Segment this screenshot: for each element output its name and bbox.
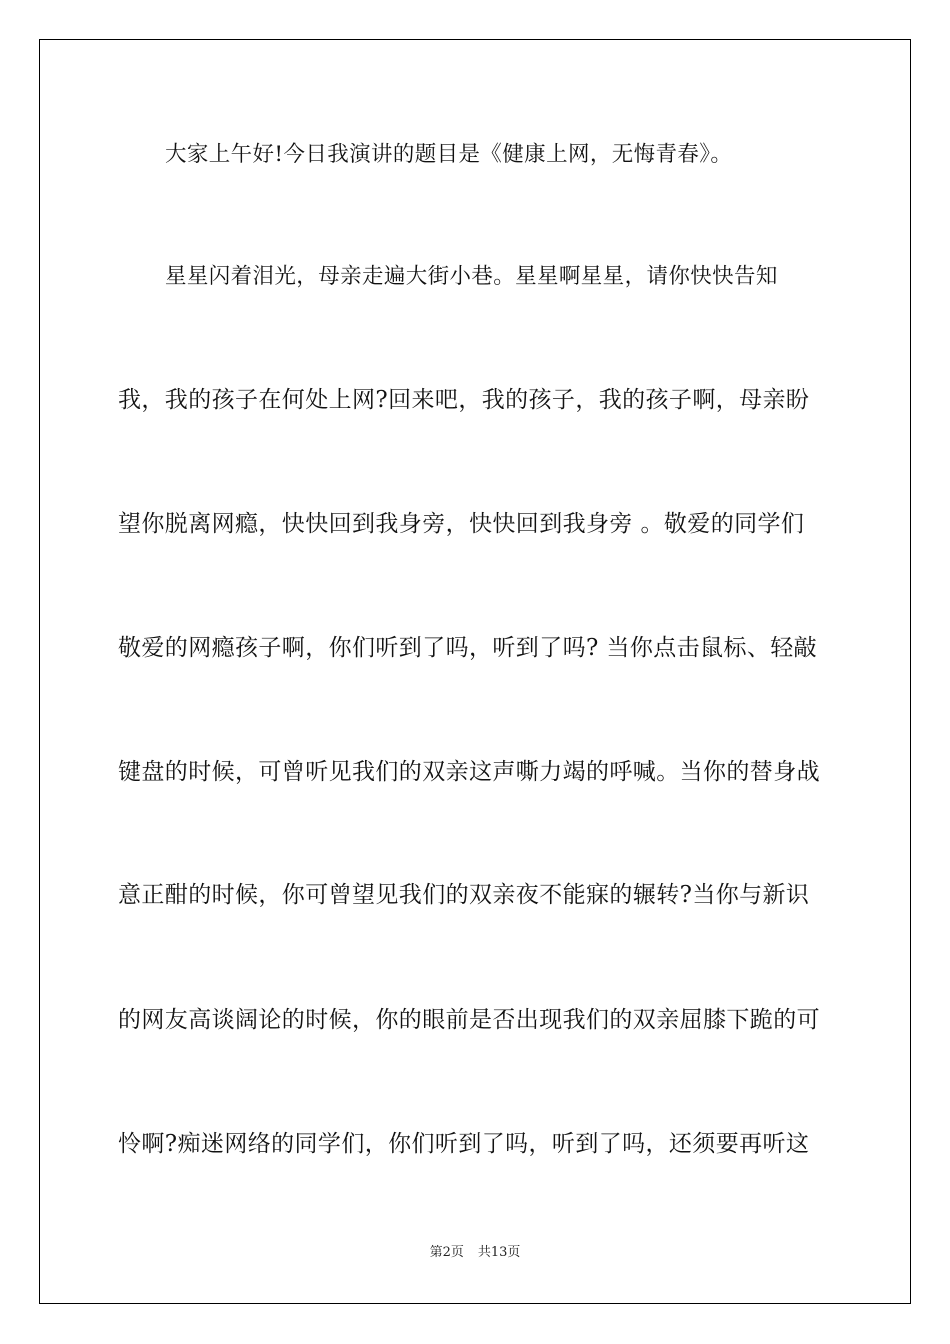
paragraph-line-1: 大家上午好!今日我演讲的题目是《健康上网，无悔青春》。 <box>165 142 733 167</box>
page-border <box>39 39 911 1304</box>
page-footer <box>0 1244 950 1262</box>
paragraph-line-6: 键盘的时候，可曾听见我们的双亲这声嘶力竭的呼喊。当你的替身战 <box>118 759 820 785</box>
paragraph-line-3: 我，我的孩子在何处上网?回来吧，我的孩子，我的孩子啊，母亲盼 <box>118 387 810 413</box>
page-total: 共13页 <box>477 1245 521 1260</box>
paragraph-line-7: 意正酣的时候，你可曾望见我们的双亲夜不能寐的辗转?当你与新识 <box>118 882 810 908</box>
paragraph-line-8: 的网友高谈阔论的时候，你的眼前是否出现我们的双亲屈膝下跪的可 <box>118 1007 820 1033</box>
paragraph-line-4: 望你脱离网瘾，快快回到我身旁，快快回到我身旁 。敬爱的同学们 <box>118 511 805 537</box>
page-number: 第2页 <box>429 1245 464 1260</box>
paragraph-line-5: 敬爱的网瘾孩子啊，你们听到了吗，听到了吗? 当你点击鼠标、轻敲 <box>118 635 818 661</box>
paragraph-line-9: 怜啊?痴迷网络的同学们，你们听到了吗，听到了吗，还须要再听这 <box>118 1131 810 1157</box>
paragraph-line-2: 星星闪着泪光，母亲走遍大街小巷。星星啊星星，请你快快告知 <box>165 264 778 289</box>
